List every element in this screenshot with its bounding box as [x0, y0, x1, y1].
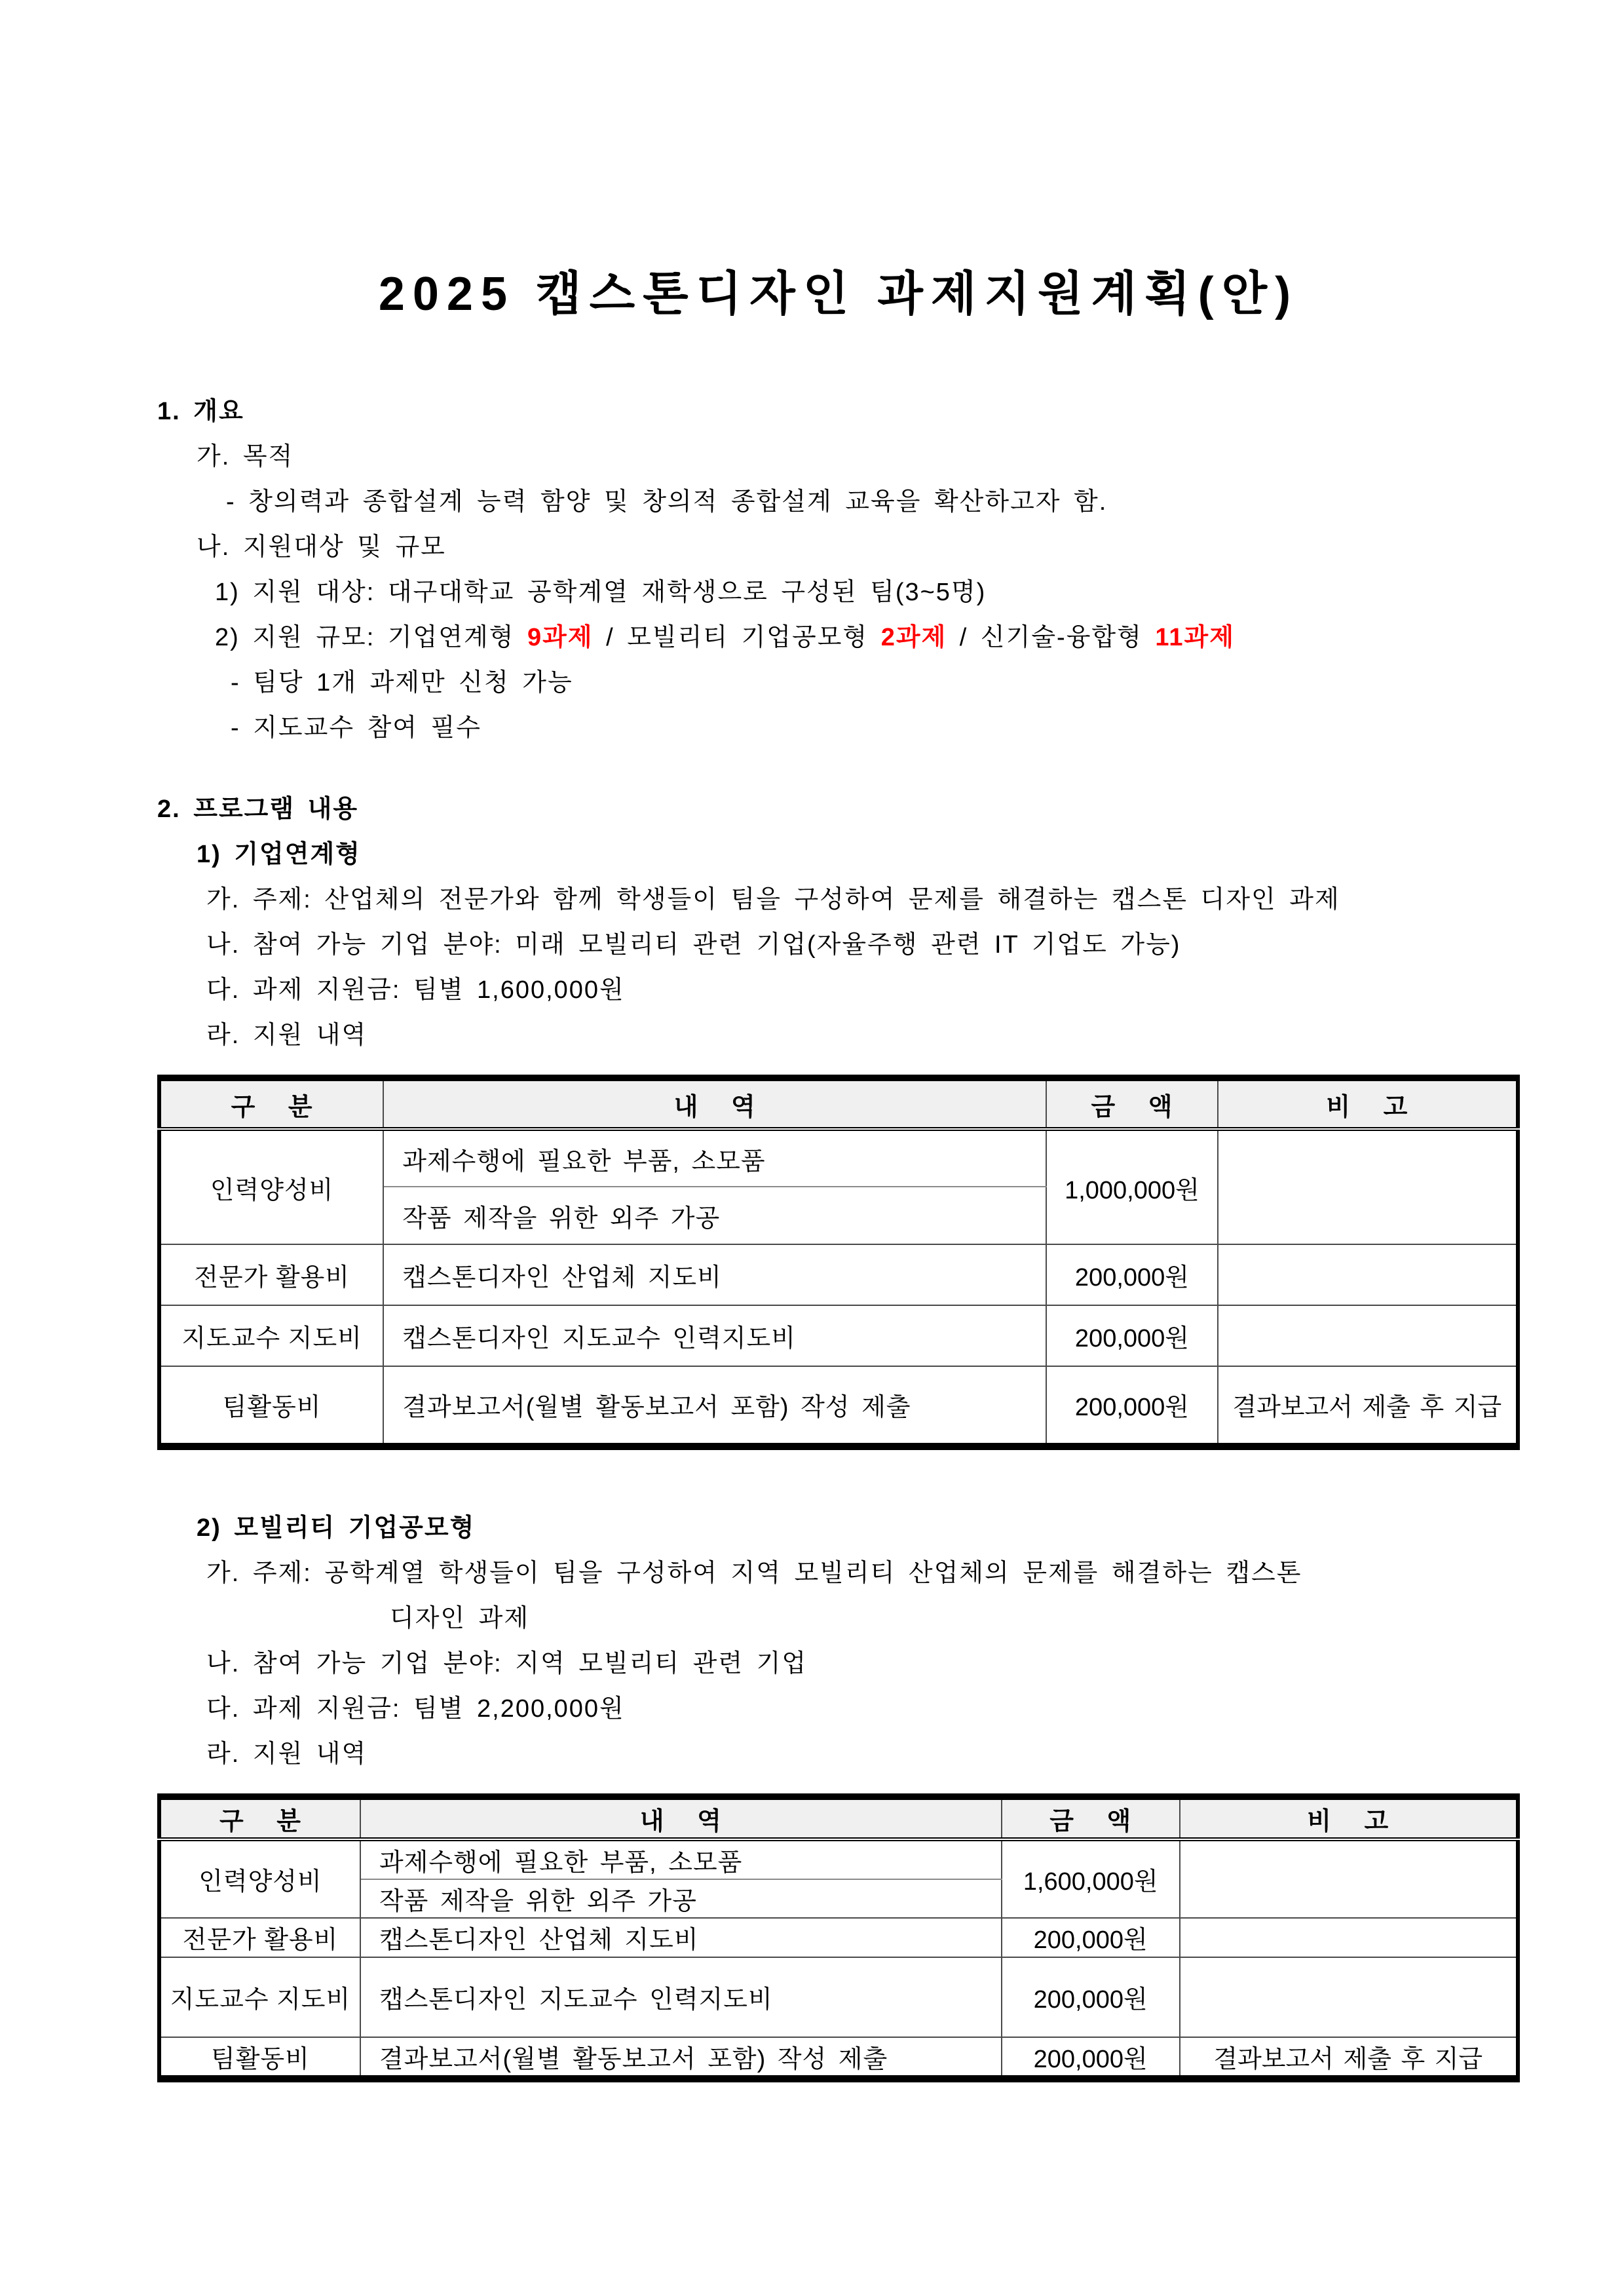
t2-r4-note: 결과보고서 제출 후 지급 — [1180, 2037, 1518, 2079]
t2-r4-category: 팀활동비 — [159, 2037, 360, 2079]
s1-n2-part2: / 모빌리티 기업공모형 — [593, 624, 881, 651]
document-title: 2025 캡스톤디자인 과제지원계획(안) — [378, 268, 1299, 320]
s1-item-dash2: - 지도교수 참여 필수 — [231, 714, 482, 742]
support-table-2 — [157, 1793, 1520, 2083]
s1-n2-count3: 11과제 — [1155, 624, 1235, 651]
t1-r4-category: 팀활동비 — [159, 1366, 383, 1446]
t2-r2-note — [1180, 1918, 1518, 1957]
table-row — [159, 2037, 1518, 2079]
t2-r1-detail-a: 과제수행에 필요한 부품, 소모품 — [360, 1839, 1002, 1879]
table-row — [159, 1957, 1518, 2037]
t2-r4-detail: 결과보고서(월별 활동보고서 포함) 작성 제출 — [360, 2037, 1002, 2079]
t2-r1-note — [1180, 1839, 1518, 1918]
table-2-header-row — [159, 1797, 1518, 1839]
s2p2-item-ga-line2: 디자인 과제 — [390, 1604, 530, 1632]
t1-r2-note — [1218, 1244, 1518, 1305]
s2p2-item-ga-line1: 가. 주제: 공학계열 학생들이 팀을 구성하여 지역 모빌리티 산업체의 문제를 해결하는 캡스톤 — [206, 1559, 1302, 1587]
support-table-1 — [157, 1075, 1520, 1450]
table-1-header-category: 구 분 — [159, 1078, 383, 1129]
s2p1-item-ra: 라. 지원 내역 — [206, 1022, 368, 1049]
t1-r4-note: 결과보고서 제출 후 지급 — [1218, 1366, 1518, 1446]
t2-r2-detail: 캡스톤디자인 산업체 지도비 — [360, 1918, 1002, 1957]
t1-r1-detail-b: 작품 제작을 위한 외주 가공 — [383, 1187, 1046, 1244]
t1-r3-detail: 캡스톤디자인 지도교수 인력지도비 — [383, 1305, 1046, 1366]
table-row — [159, 1244, 1518, 1305]
table-1-header-amount: 금 액 — [1046, 1078, 1217, 1129]
section-1-heading: 1. 개요 — [157, 398, 244, 425]
t1-r1-amount: 1,000,000원 — [1046, 1129, 1217, 1244]
t2-r3-detail: 캡스톤디자인 지도교수 인력지도비 — [360, 1957, 1002, 2037]
s2p2-item-da: 다. 과제 지원금: 팀별 2,200,000원 — [206, 1694, 625, 1723]
s2p2-heading: 2) 모빌리티 기업공모형 — [197, 1514, 476, 1542]
table-1-header-row — [159, 1078, 1518, 1129]
t2-r1-amount: 1,600,000원 — [1002, 1839, 1180, 1918]
table-2-header-detail: 내 역 — [360, 1797, 1002, 1839]
table-row — [159, 1839, 1518, 1879]
t2-r3-note — [1180, 1957, 1518, 2037]
t1-r4-detail: 결과보고서(월별 활동보고서 포함) 작성 제출 — [383, 1366, 1046, 1446]
s1-item-n1: 1) 지원 대상: 대구대학교 공학계열 재학생으로 구성된 팀(3~5명) — [215, 579, 987, 606]
s1-item-ga: 가. 목적 — [197, 443, 294, 470]
t2-r3-amount: 200,000원 — [1002, 1957, 1180, 2037]
s2p2-item-na: 나. 참여 가능 기업 분야: 지역 모빌리티 관련 기업 — [206, 1649, 808, 1677]
table-row — [159, 1918, 1518, 1957]
t2-r2-amount: 200,000원 — [1002, 1918, 1180, 1957]
table-row — [159, 1305, 1518, 1366]
s2p2-item-ra: 라. 지원 내역 — [206, 1740, 368, 1768]
t1-r3-note — [1218, 1305, 1518, 1366]
table-2-header-category: 구 분 — [159, 1797, 360, 1839]
t2-r1-category: 인력양성비 — [159, 1839, 360, 1918]
s1-item-n2 — [215, 615, 1520, 660]
t1-r3-amount: 200,000원 — [1046, 1305, 1217, 1366]
s1-item-ga-dash: - 창의력과 종합설계 능력 함양 및 창의적 종합설계 교육을 확산하고자 함. — [226, 488, 1108, 516]
t1-r1-category: 인력양성비 — [159, 1129, 383, 1244]
t2-r3-category: 지도교수 지도비 — [159, 1957, 360, 2037]
s1-item-dash1: - 팀당 1개 과제만 신청 가능 — [231, 669, 573, 697]
s1-n2-count2: 2과제 — [880, 624, 947, 651]
s1-item-na: 나. 지원대상 및 규모 — [197, 533, 446, 561]
table-1-header-note: 비 고 — [1218, 1078, 1518, 1129]
table-row — [159, 1366, 1518, 1446]
s1-n2-count1: 9과제 — [527, 624, 594, 651]
s1-n2-part1: 2) 지원 규모: 기업연계형 — [215, 624, 527, 651]
t2-r2-category: 전문가 활용비 — [159, 1918, 360, 1957]
s2p1-item-ga: 가. 주제: 산업체의 전문가와 함께 학생들이 팀을 구성하여 문제를 해결하는 캡스톤 디자인 과제 — [206, 886, 1340, 913]
t1-r2-detail: 캡스톤디자인 산업체 지도비 — [383, 1244, 1046, 1305]
t1-r1-detail-a: 과제수행에 필요한 부품, 소모품 — [383, 1129, 1046, 1187]
table-2-header-amount: 금 액 — [1002, 1797, 1180, 1839]
s1-n2-part3: / 신기술-융합형 — [947, 624, 1156, 651]
t2-r1-detail-b: 작품 제작을 위한 외주 가공 — [360, 1879, 1002, 1918]
t1-r4-amount: 200,000원 — [1046, 1366, 1217, 1446]
s2p1-item-na: 나. 참여 가능 기업 분야: 미래 모빌리티 관련 기업(자율주행 관련 IT 기업도 가능) — [206, 931, 1181, 959]
t1-r2-amount: 200,000원 — [1046, 1244, 1217, 1305]
t2-r4-amount: 200,000원 — [1002, 2037, 1180, 2079]
t1-r3-category: 지도교수 지도비 — [159, 1305, 383, 1366]
table-1-header-detail: 내 역 — [383, 1078, 1046, 1129]
t1-r1-note — [1218, 1129, 1518, 1244]
s2p1-item-da: 다. 과제 지원금: 팀별 1,600,000원 — [206, 976, 625, 1004]
s2p1-heading: 1) 기업연계형 — [197, 841, 361, 868]
table-2-header-note: 비 고 — [1180, 1797, 1518, 1839]
table-row — [159, 1129, 1518, 1187]
section-2-heading: 2. 프로그램 내용 — [157, 795, 359, 823]
t1-r2-category: 전문가 활용비 — [159, 1244, 383, 1305]
